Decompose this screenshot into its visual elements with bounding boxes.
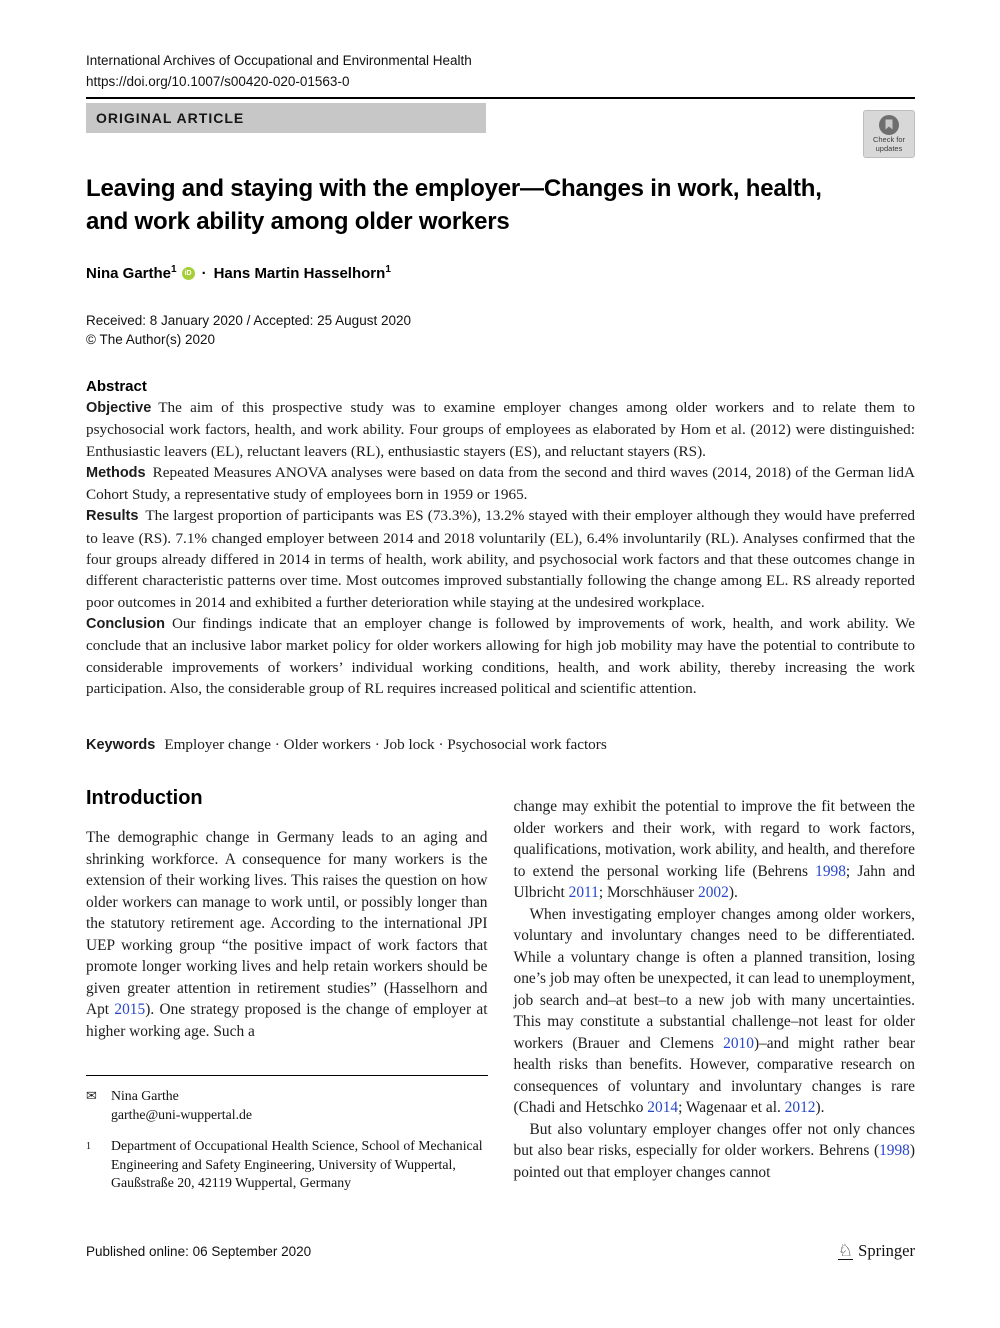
doi-link[interactable]: https://doi.org/10.1007/s00420-020-01563-0 [86, 74, 350, 89]
intro-paragraph-right-2 [514, 904, 916, 1119]
footnote-divider [86, 1075, 488, 1076]
correspondence-name: Nina Garthe [111, 1088, 179, 1104]
abstract-conclusion: Conclusion Our findings indicate that an employer change is followed by improvements of work, health, and work ability. We conclude that an inclusive labor market policy for older workers allowing for high job mobility may have the potential to contribute to considerable improvements of workers’ individual working conditions, health, and work ability, thereby increasing the work participation. Also, the considerable group of RL requires increased political and scientific attention. [86, 614, 915, 697]
envelope-icon: ✉ [86, 1088, 97, 1104]
abstract-methods: Methods Repeated Measures ANOVA analyses were based on data from the second and third waves (2014, 2018) of the German lidA Cohort Study, a representative study of employees born in 1959 or 1965. [86, 463, 915, 504]
body-text: ) pointed out that employer changes cannot [513, 1142, 915, 1181]
body-text: ). One strategy proposed is the change of employer at higher working age. Such a [86, 1001, 488, 1040]
abstract-results: Results The largest proportion of participants was ES (73.3%), 13.2% stayed with their employer although they would have preferred to leave (RS). 7.1% changed employer between 2014 and 2018 voluntarily (EL), 6.4% involuntarily (RL). Analyses confirmed that the four groups already differed in 2014 in terms of health, work ability, and psychosocial work factors and that these outcomes change in different characteristic patterns over time. Most outcomes improved substantially following the change among EL. RS already reported poor outcomes in 2014 and exhibited a further deterioration while staying at the undesired workplace. [86, 507, 915, 611]
author-name-2: Hans Martin Hasselhorn$^1$ [213, 264, 391, 282]
body-text: But also voluntary employer changes offer not only chances but also bear risks, especially for older workers. Behrens ( [513, 1120, 915, 1160]
affiliation-row [86, 1137, 488, 1193]
citation-link[interactable]: 2012 [784, 1099, 816, 1117]
check-for-updates-label: Check for updates [872, 135, 906, 153]
citation-link[interactable]: 1998 [815, 862, 846, 880]
springer-logo [838, 1241, 915, 1261]
citation-link[interactable]: 1998 [879, 1142, 910, 1160]
author-name-1: Nina Garthe$^1$ [86, 264, 177, 282]
intro-paragraph-left [86, 827, 488, 1042]
citation-link[interactable]: 2002 [698, 884, 729, 902]
abstract-objective: Objective The aim of this prospective study was to examine employer changes among older workers and to relate them to psychosocial work factors, health, and work ability. Four groups of employees as elaborated by Hom et al. (2012) were distinguished: Enthusiastic leavers (EL), reluctant leavers (RL), enthusiastic stayers (ES), and reluctant stayers (RS). [86, 399, 915, 460]
affiliation-number: 1 [86, 1141, 91, 1153]
body-text: change may exhibit the potential to improve the fit between the older workers and their work, with regard to work factors, qualifications, motivation, work ability, and health, and therefore to extend the personal working life (Behrens [513, 798, 915, 880]
two-column-body [86, 787, 915, 1237]
springer-knight-icon: ♘ [837, 1241, 854, 1261]
check-for-updates-badge[interactable] [863, 110, 915, 158]
article-type-badge: ORIGINAL ARTICLE [86, 103, 486, 133]
citation-link[interactable]: 2014 [647, 1099, 679, 1117]
page-title: Leaving and staying with the employer—Changes in work, health, and work ability among older workers [86, 175, 822, 235]
correspondence-footnote [86, 1075, 488, 1193]
orcid-icon[interactable]: iD [182, 267, 195, 280]
dates-copyright-block [86, 311, 915, 349]
correspondence-row [86, 1087, 488, 1124]
citation-link[interactable]: 2011 [568, 884, 599, 902]
section-heading-introduction: Introduction [86, 787, 203, 810]
author-affiliation-sup: 1 [385, 264, 391, 275]
citation-link[interactable]: 2015 [114, 1001, 146, 1019]
body-text: )–and might rather bear health risks than benefits. However, comparative research on consequences of voluntary and involuntary changes is rare (Chadi and Hetschko [513, 1034, 916, 1117]
copyright-line: © The Author(s) 2020 [86, 332, 216, 347]
intro-paragraph-right-1 [514, 796, 916, 904]
body-text: ). [815, 1099, 825, 1117]
email-link[interactable]: garthe@uni-wuppertal.de [111, 1106, 253, 1122]
body-text: ; Wagenaar et al. [678, 1099, 785, 1117]
page-footer [86, 1241, 915, 1261]
left-column [86, 787, 488, 1237]
journal-name: International Archives of Occupational and Environmental Health [86, 53, 472, 68]
keywords-row [86, 736, 915, 754]
body-text: The demographic change in Germany leads to an aging and shrinking workforce. A consequence for many workers is the extension of their working lives. This raises the question on how older workers can manage to work until, or possibly longer than the statutory retirement age. According to the international JPI UEP working group “the positive impact of work factors that promote longer working lives and help retain workers should be given greater attention in retirement studies” (Hasselhorn and Apt [86, 829, 488, 1019]
author-separator: · [201, 264, 207, 282]
intro-paragraph-right-3 [514, 1119, 916, 1184]
citation-link[interactable]: 2010 [723, 1034, 754, 1052]
springer-wordmark: Springer [858, 1241, 915, 1261]
abstract-body [86, 397, 915, 699]
body-text: ). [728, 884, 738, 902]
body-text: ; Jahn and Ulbricht [513, 862, 916, 902]
received-accepted: Received: 8 January 2020 / Accepted: 25 August 2020 [86, 313, 411, 328]
abstract-heading: Abstract [86, 378, 147, 395]
keywords-list: Employer change · Older workers · Job lock · Psychosocial work factors [164, 736, 607, 754]
body-text: When investigating employer changes among older workers, voluntary and involuntary changes need to be differentiated. While a voluntary change is often a planned transition, losing one’s job may often be unexpected, it can lead to unemployment, job search and–at best–to a new job with many uncertainties. This may constitute a substantial challenge–not least for older workers (Brauer and Clemens [513, 905, 915, 1052]
keywords-label: Keywords [86, 737, 156, 754]
published-online: Published online: 06 September 2020 [86, 1243, 312, 1259]
right-column [514, 787, 916, 1237]
header-divider [86, 97, 915, 99]
author-affiliation-sup: 1 [171, 264, 177, 275]
author-list [86, 264, 915, 282]
affiliation-text: Department of Occupational Health Science, School of Mechanical Engineering and Safety Engineering, University of Wuppertal, Gaußstraße 20, 42119 Wuppertal, Germany [111, 1138, 483, 1191]
article-type-row [86, 103, 915, 153]
correspondence-block [111, 1087, 252, 1124]
check-for-updates-icon [878, 114, 900, 136]
body-text: ; Morschhäuser [598, 884, 699, 902]
